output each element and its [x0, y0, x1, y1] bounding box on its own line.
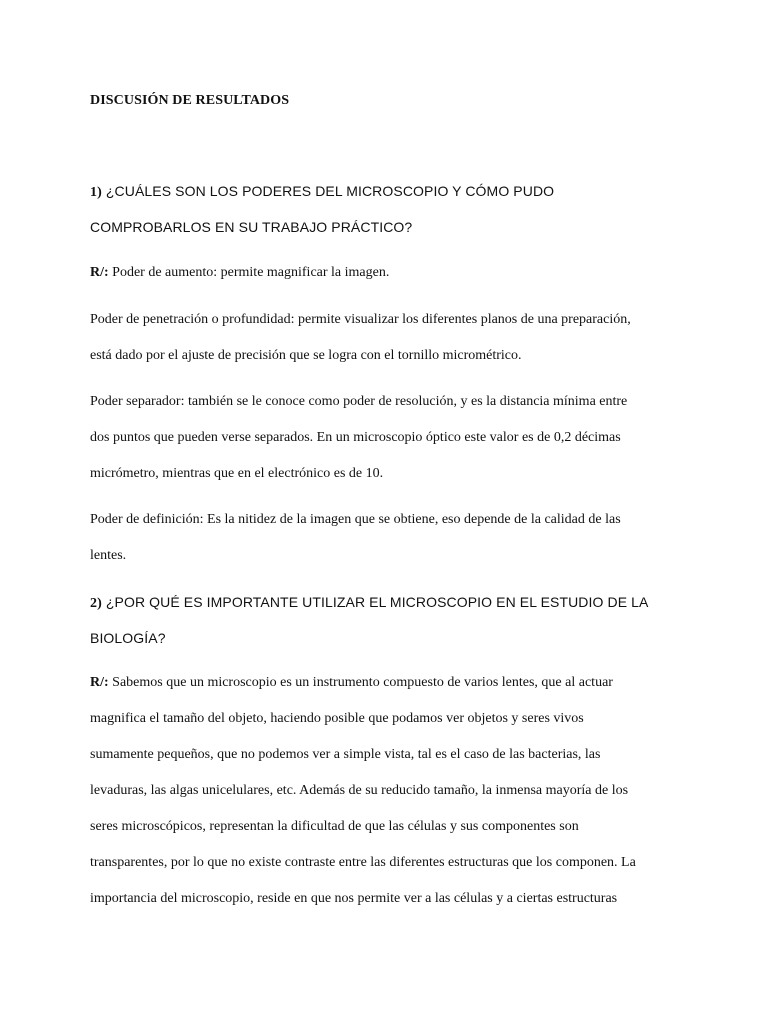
question-2-text: ¿POR QUÉ ES IMPORTANTE UTILIZAR EL MICROSCOPIO EN EL ESTUDIO DE LA [105, 594, 649, 610]
answer-2-line [90, 665, 690, 701]
page-title: DISCUSIÓN DE RESULTADOS [90, 93, 290, 108]
question-2-line: BIOLOGÍA? [90, 630, 166, 646]
paragraph-line: Poder de definición: Es la nitidez de la imagen que se obtiene, eso depende de la calidad de las [90, 512, 621, 527]
paragraph-line: Poder separador: también se le conoce como poder de resolución, y es la distancia mínima entre [90, 394, 628, 409]
answer-2 [90, 665, 690, 917]
question-2-number: 2) [90, 596, 102, 611]
paragraph-line: seres microscópicos, representan la dificultad de que las células y sus componentes son [90, 819, 579, 834]
paragraph-line: magnifica el tamaño del objeto, haciendo posible que podamos ver objetos y seres vivos [90, 711, 584, 726]
answer-1-label: R/: [90, 265, 109, 280]
paragraph-line: dos puntos que pueden verse separados. En un microscopio óptico este valor es de 0,2 décimas [90, 430, 621, 445]
question-1-text: ¿CUÁLES SON LOS PODERES DEL MICROSCOPIO Y CÓMO PUDO [105, 183, 555, 199]
answer-1-paragraph-separator [90, 384, 690, 492]
question-2 [90, 584, 690, 656]
question-1-number: 1) [90, 185, 102, 200]
answer-1-intro [90, 255, 690, 291]
answer-1-text: Poder de aumento: permite magnificar la imagen. [112, 265, 390, 280]
question-2-line [90, 584, 690, 620]
question-1 [90, 173, 690, 245]
paragraph-line: lentes. [90, 548, 127, 563]
paragraph-line: micrómetro, mientras que en el electrónico es de 10. [90, 466, 384, 481]
paragraph-line: levaduras, las algas unicelulares, etc. Además de su reducido tamaño, la inmensa mayoría de los [90, 783, 629, 798]
paragraph-line: está dado por el ajuste de precisión que se logra con el tornillo micrométrico. [90, 348, 522, 363]
question-1-line [90, 173, 690, 209]
paragraph-line: importancia del microscopio, reside en que nos permite ver a las células y a ciertas estructuras [90, 891, 618, 906]
answer-1-line [90, 255, 690, 291]
answer-2-text: Sabemos que un microscopio es un instrumento compuesto de varios lentes, que al actuar [112, 675, 613, 690]
answer-1-paragraph-definition [90, 502, 690, 574]
paragraph-line: transparentes, por lo que no existe contraste entre las diferentes estructuras que los componen. La [90, 855, 636, 870]
paragraph-line: Poder de penetración o profundidad: permite visualizar los diferentes planos de una preparación, [90, 312, 631, 327]
question-1-line: COMPROBARLOS EN SU TRABAJO PRÁCTICO? [90, 219, 413, 235]
answer-2-label: R/: [90, 675, 109, 690]
paragraph-line: sumamente pequeños, que no podemos ver a simple vista, tal es el caso de las bacterias, las [90, 747, 601, 762]
answer-1-paragraph-penetration [90, 302, 690, 374]
